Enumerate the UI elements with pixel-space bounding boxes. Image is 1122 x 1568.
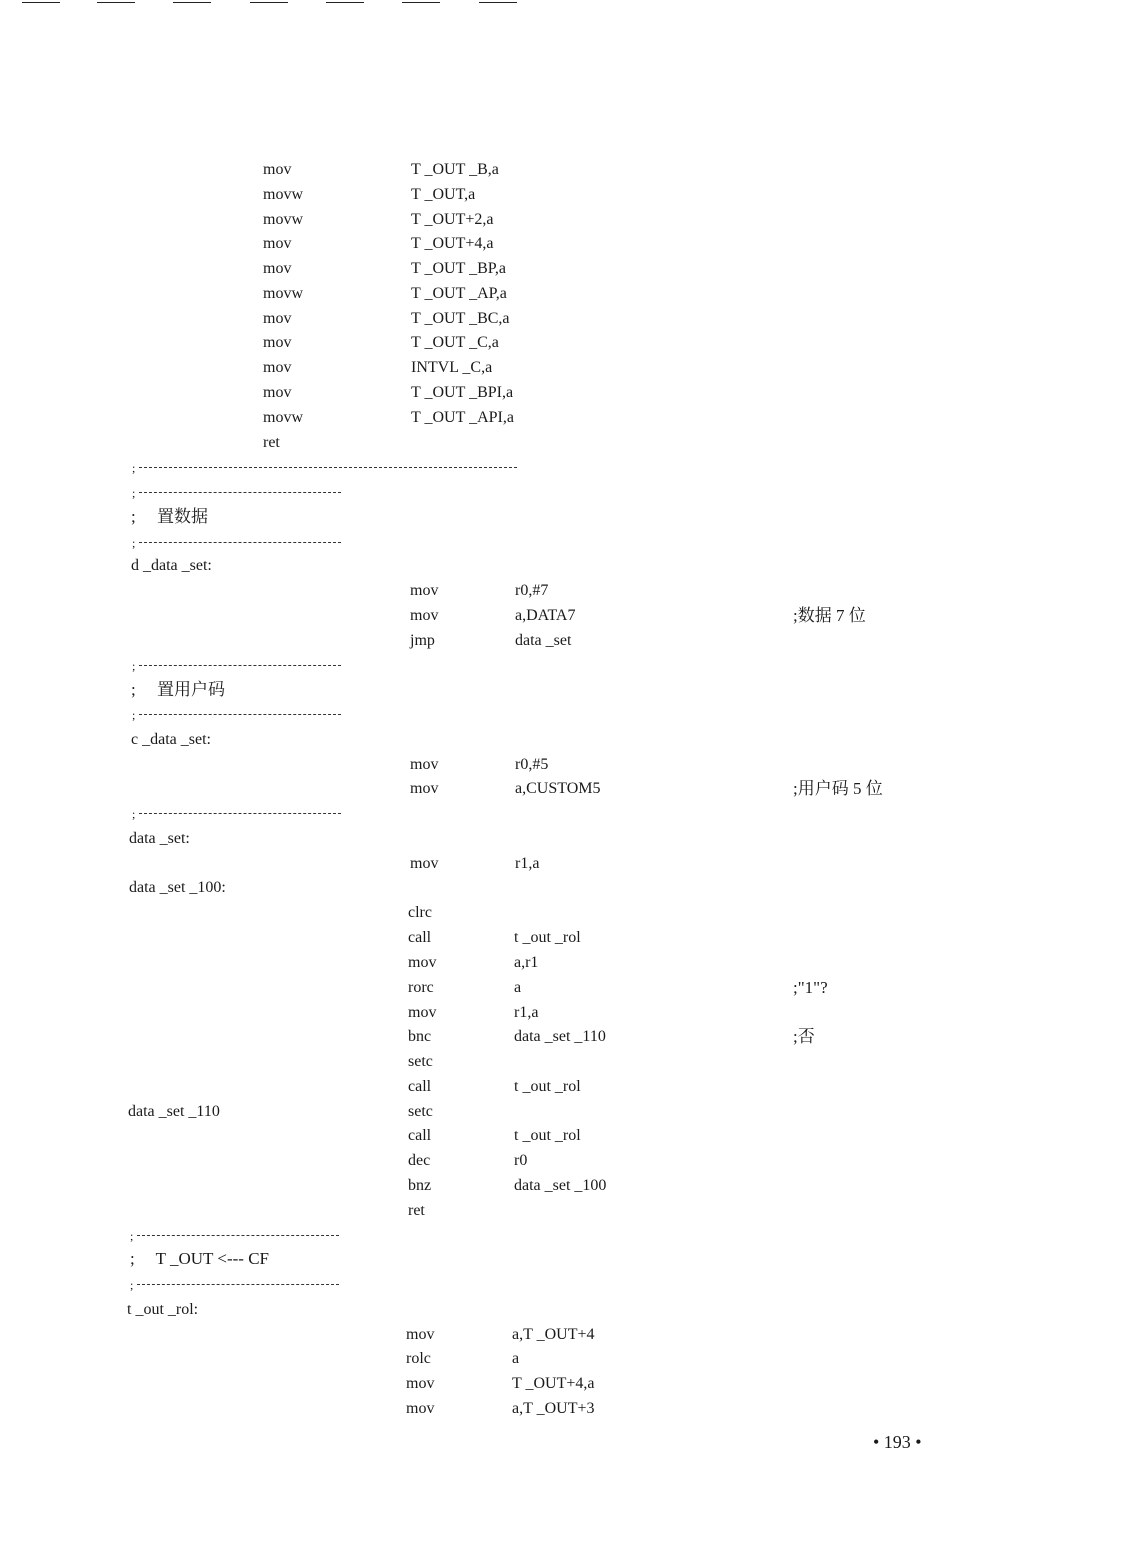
separator-semicolon: ; (130, 1229, 134, 1243)
operand: T _OUT _API,a (411, 409, 514, 426)
operand: T _OUT+4,a (512, 1375, 595, 1392)
operand: t _out _rol (514, 929, 581, 946)
opcode: mov (408, 954, 437, 971)
separator-semicolon: ; (130, 1278, 134, 1292)
opcode: movw (263, 211, 303, 228)
line-comment: ;数据 7 位 (793, 606, 866, 625)
section-title: ; 置用户码 (131, 680, 225, 699)
operand: a,CUSTOM5 (515, 780, 601, 797)
operand: T _OUT _C,a (411, 334, 499, 351)
page-number: • 193 • (873, 1432, 922, 1452)
opcode: setc (408, 1053, 433, 1070)
operand: t _out _rol (514, 1078, 581, 1095)
separator-semicolon: ; (132, 536, 136, 550)
separator-line (139, 492, 341, 493)
operand: a,r1 (514, 954, 539, 971)
opcode: ret (263, 434, 280, 451)
opcode: mov (410, 855, 439, 872)
opcode: mov (263, 334, 292, 351)
operand: a (514, 979, 522, 996)
operand: a,DATA7 (515, 607, 576, 624)
operand: r0 (514, 1152, 528, 1169)
opcode: movw (263, 409, 303, 426)
opcode: mov (263, 161, 292, 178)
code-label: data _set _100: (129, 879, 226, 896)
line-comment: ;"1"? (793, 978, 828, 997)
separator-line (137, 1235, 339, 1236)
opcode: mov (410, 780, 439, 797)
opcode: clrc (408, 904, 432, 921)
line-comment: ;否 (793, 1027, 815, 1046)
opcode: mov (263, 235, 292, 252)
top-rule (326, 2, 364, 3)
opcode: mov (263, 310, 292, 327)
separator-line (139, 714, 341, 715)
separator-line (139, 542, 341, 543)
code-label: d _data _set: (131, 557, 212, 574)
opcode: mov (410, 607, 439, 624)
opcode: call (408, 929, 432, 946)
opcode: mov (263, 359, 292, 376)
top-rule (97, 2, 135, 3)
top-rule (250, 2, 288, 3)
opcode: mov (406, 1375, 435, 1392)
operand: r0,#5 (515, 756, 549, 773)
opcode: mov (410, 756, 439, 773)
separator-semicolon: ; (132, 461, 136, 475)
opcode: mov (408, 1004, 437, 1021)
separator-line (139, 665, 341, 666)
opcode: ret (408, 1202, 425, 1219)
separator-semicolon: ; (132, 486, 136, 500)
operand: data _set (515, 632, 572, 649)
operand: T _OUT _BP,a (411, 260, 506, 277)
section-title: ; 置数据 (131, 507, 208, 526)
opcode: bnz (408, 1177, 432, 1194)
operand: T _OUT _AP,a (411, 285, 507, 302)
opcode: jmp (410, 632, 435, 649)
section-title: ; T _OUT <--- CF (130, 1249, 269, 1268)
opcode: call (408, 1078, 432, 1095)
opcode: bnc (408, 1028, 432, 1045)
separator-line (137, 1284, 339, 1285)
operand: T _OUT,a (411, 186, 476, 203)
top-rule (22, 2, 60, 3)
opcode: rorc (408, 979, 434, 996)
opcode: mov (406, 1400, 435, 1417)
top-rule (173, 2, 211, 3)
operand: INTVL _C,a (411, 359, 493, 376)
opcode: movw (263, 285, 303, 302)
operand: a,T _OUT+3 (512, 1400, 595, 1417)
opcode: mov (263, 260, 292, 277)
operand: T _OUT _BC,a (411, 310, 510, 327)
top-rule (479, 2, 517, 3)
opcode: mov (410, 582, 439, 599)
opcode: mov (406, 1326, 435, 1343)
operand: data _set _110 (514, 1028, 606, 1045)
separator-line (139, 467, 517, 468)
opcode: movw (263, 186, 303, 203)
operand: r1,a (515, 855, 540, 872)
operand: a,T _OUT+4 (512, 1326, 595, 1343)
code-label: t _out _rol: (127, 1301, 199, 1318)
operand: r1,a (514, 1004, 539, 1021)
operand: data _set _100 (514, 1177, 607, 1194)
opcode: call (408, 1127, 432, 1144)
operand: T _OUT+4,a (411, 235, 494, 252)
operand: t _out _rol (514, 1127, 581, 1144)
separator-semicolon: ; (132, 659, 136, 673)
line-comment: ;用户码 5 位 (793, 779, 883, 798)
opcode: dec (408, 1152, 431, 1169)
top-rule (402, 2, 440, 3)
opcode: mov (263, 384, 292, 401)
operand: T _OUT _BPI,a (411, 384, 514, 401)
separator-semicolon: ; (132, 708, 136, 722)
code-label: data _set _110 (128, 1103, 220, 1120)
operand: T _OUT _B,a (411, 161, 499, 178)
code-label: c _data _set: (131, 731, 211, 748)
opcode: rolc (406, 1350, 431, 1367)
separator-line (139, 813, 341, 814)
code-label: data _set: (129, 830, 190, 847)
operand: a (512, 1350, 520, 1367)
operand: T _OUT+2,a (411, 211, 494, 228)
separator-semicolon: ; (132, 807, 136, 821)
opcode: setc (408, 1103, 433, 1120)
operand: r0,#7 (515, 582, 549, 599)
